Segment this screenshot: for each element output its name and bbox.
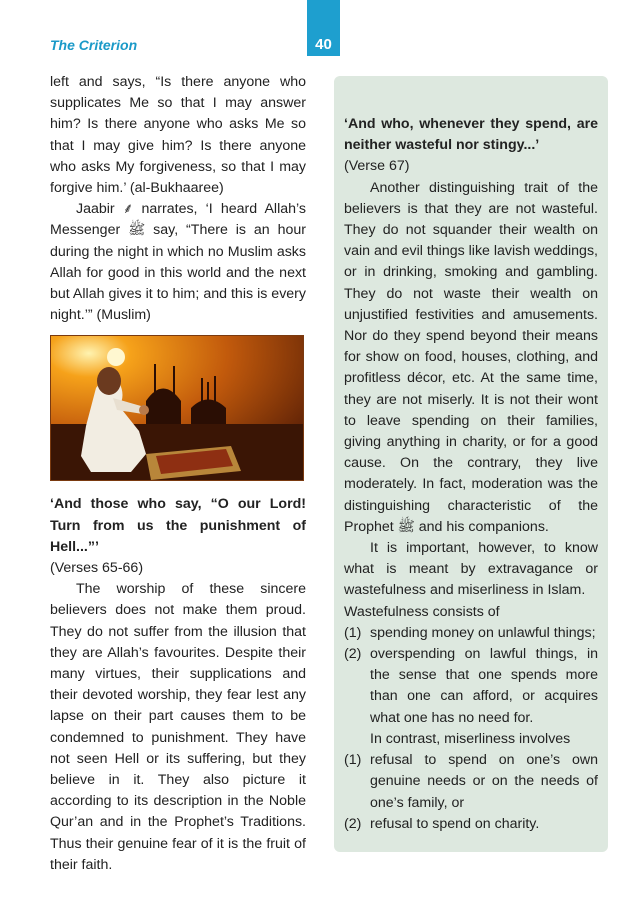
list-text: refusal to spend on one’s own genuine needs or on the needs of one’s family, or [370,752,598,811]
paragraph: It is important, however, to know what is meant by extravagance or wastefulness and miserliness in Islam. [344,540,598,599]
list-intro: Wastefulness consists of [344,603,500,620]
paragraph: The worship of these sincere believers does not make them proud. They do not suffer from the illusion that they are Allah’s favourites. Despite their many virtues, their supplications and their devoted worship, they fear lest any lapse on their part causes them to be condemned to punishment. They have not seen Hell or its suffering, but they believe in it. They also picture it according to its description in the Noble Qur’an and in the Prophet’s Traditions. Thus their genuine fear of it is the fruit of their faith. [50,581,306,873]
paragraph: left and says, “Is there anyone who supplicates Me so that I may answer him? Is there anyone who asks Me so that I may give him? Is there anyone who asks My forgiveness, so that I may forgive him.’ (al-Bukhaaree) [50,74,306,197]
page-number: 40 [307,0,340,56]
list-number: (2) [344,815,362,832]
quote: ‘And who, whenever they spend, are neither wasteful nor stingy...’ [344,116,598,154]
list-number: (1) [344,624,362,641]
paragraph: Another distinguishing trait of the believers is that they are not wasteful. They do not squander their wealth on vain and evil things like lavish weddings, or in drinking, smoking and gambling. They do not waste their wealth on unjustified festivities and amusements. Nor do they spend beyond their means for show on food, houses, clothing, and profitless décor, etc. At the same time, they are not miserly. It is not their wont to leave spending on their families, giving anything in charity, or for a good cause. On the contrary, they live moderately. In fact, moderation was the distinguishing characteristic of the Prophet ﷺ and his companions. [344,179,598,535]
list-number: (1) [344,752,362,769]
highlight-box [334,76,608,852]
list-intro: In contrast, miserliness involves [370,730,571,747]
praying-man-photo [50,335,304,481]
quote: ‘And those who say, “O our Lord! Turn from us the punishment of Hell...”’ [50,496,306,555]
list-item [344,750,598,814]
paragraph: Jaabir ⸙ narrates, ‘I heard Allah’s Messenger ﷺ say, “There is an hour during the night in which no Muslim asks Allah for good in this world and the next but Allah gives it to him; and this is every night.’” (Muslim) [50,201,307,324]
list-item [344,644,598,729]
book-title: The Criterion [50,37,138,53]
verse-reference: (Verses 65-66) [50,560,144,577]
list-number: (2) [344,646,362,663]
left-column [50,72,306,876]
list-text: overspending on lawful things, in the sense that one spends more than one can afford, or acquires what one has no need for. [370,646,598,726]
list-text: spending money on unlawful things; [370,624,596,641]
verse-reference: (Verse 67) [344,158,410,175]
list-item [344,623,598,644]
list-text: refusal to spend on charity. [370,815,540,832]
list-item [344,814,598,835]
